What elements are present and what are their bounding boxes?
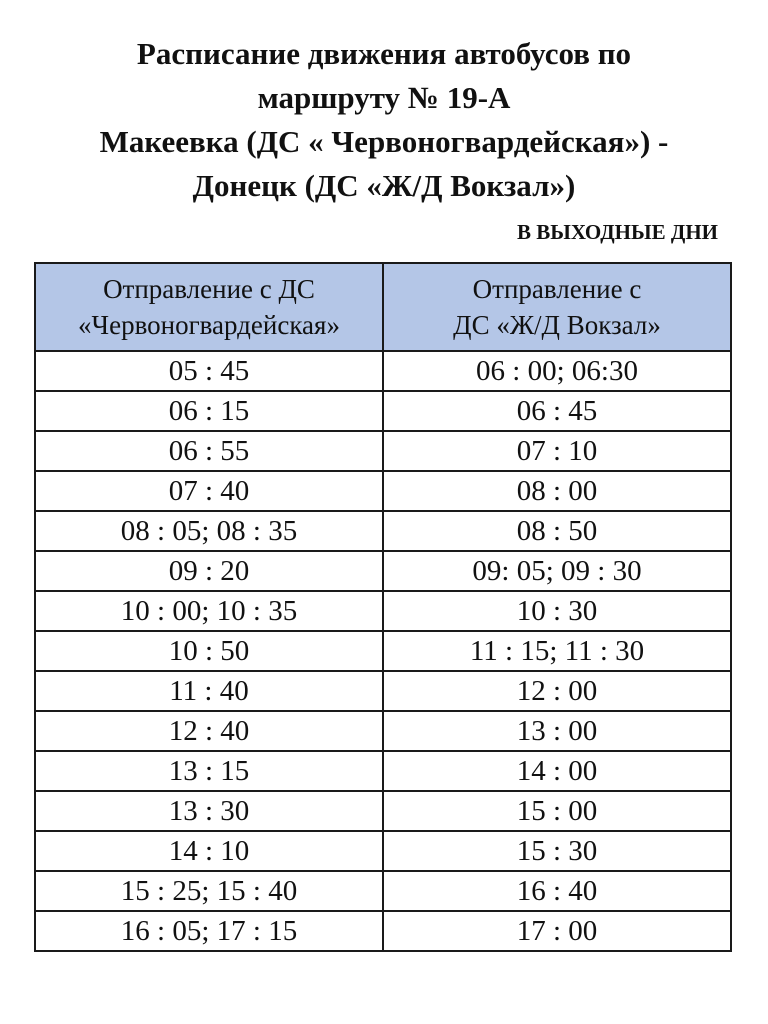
table-row bbox=[35, 591, 731, 631]
column-header-line: Отправление с bbox=[472, 274, 642, 304]
table-row bbox=[35, 911, 731, 951]
table-row bbox=[35, 391, 731, 431]
departure-time-donetsk: 16 : 40 bbox=[383, 871, 731, 911]
column-header-line: Отправление с ДС bbox=[103, 274, 315, 304]
table-row bbox=[35, 431, 731, 471]
table-row bbox=[35, 751, 731, 791]
table-row bbox=[35, 471, 731, 511]
schedule-table-header bbox=[35, 263, 731, 351]
schedule-table-body bbox=[35, 351, 731, 951]
departure-time-donetsk: 15 : 30 bbox=[383, 831, 731, 871]
departure-time-makeevka: 13 : 30 bbox=[35, 791, 383, 831]
departure-time-makeevka: 08 : 05; 08 : 35 bbox=[35, 511, 383, 551]
table-row bbox=[35, 631, 731, 671]
departure-time-donetsk: 11 : 15; 11 : 30 bbox=[383, 631, 731, 671]
column-header-makeevka bbox=[35, 263, 383, 351]
departure-time-donetsk: 08 : 00 bbox=[383, 471, 731, 511]
departure-time-makeevka: 12 : 40 bbox=[35, 711, 383, 751]
schedule-days-label: В ВЫХОДНЫЕ ДНИ bbox=[516, 220, 718, 244]
column-header-donetsk bbox=[383, 263, 731, 351]
departure-time-donetsk: 10 : 30 bbox=[383, 591, 731, 631]
departure-time-makeevka: 13 : 15 bbox=[35, 751, 383, 791]
title-line: Макеевка (ДС « Червоногвардейская») - bbox=[99, 124, 669, 159]
departure-time-donetsk: 13 : 00 bbox=[383, 711, 731, 751]
departure-time-donetsk: 08 : 50 bbox=[383, 511, 731, 551]
departure-time-makeevka: 10 : 50 bbox=[35, 631, 383, 671]
table-row bbox=[35, 871, 731, 911]
title-line: Донецк (ДС «Ж/Д Вокзал») bbox=[192, 168, 576, 203]
title-line: Расписание движения автобусов по bbox=[136, 36, 632, 71]
departure-time-makeevka: 06 : 55 bbox=[35, 431, 383, 471]
departure-time-makeevka: 15 : 25; 15 : 40 bbox=[35, 871, 383, 911]
departure-time-donetsk: 06 : 45 bbox=[383, 391, 731, 431]
departure-time-makeevka: 11 : 40 bbox=[35, 671, 383, 711]
page-title bbox=[0, 32, 768, 208]
departure-time-makeevka: 06 : 15 bbox=[35, 391, 383, 431]
departure-time-donetsk: 17 : 00 bbox=[383, 911, 731, 951]
departure-time-donetsk: 14 : 00 bbox=[383, 751, 731, 791]
departure-time-donetsk: 12 : 00 bbox=[383, 671, 731, 711]
title-line: маршруту № 19-А bbox=[257, 80, 511, 115]
departure-time-makeevka: 16 : 05; 17 : 15 bbox=[35, 911, 383, 951]
departure-time-makeevka: 05 : 45 bbox=[35, 351, 383, 391]
departure-time-donetsk: 06 : 00; 06:30 bbox=[383, 351, 731, 391]
schedule-table bbox=[34, 262, 732, 952]
table-row bbox=[35, 551, 731, 591]
departure-time-makeevka: 09 : 20 bbox=[35, 551, 383, 591]
departure-time-donetsk: 15 : 00 bbox=[383, 791, 731, 831]
table-row bbox=[35, 791, 731, 831]
column-header-line: ДС «Ж/Д Вокзал» bbox=[453, 310, 661, 340]
table-row bbox=[35, 351, 731, 391]
table-row bbox=[35, 831, 731, 871]
table-row bbox=[35, 671, 731, 711]
departure-time-donetsk: 09: 05; 09 : 30 bbox=[383, 551, 731, 591]
table-row bbox=[35, 511, 731, 551]
header-row bbox=[35, 263, 731, 351]
table-row bbox=[35, 711, 731, 751]
departure-time-donetsk: 07 : 10 bbox=[383, 431, 731, 471]
departure-time-makeevka: 14 : 10 bbox=[35, 831, 383, 871]
departure-time-makeevka: 10 : 00; 10 : 35 bbox=[35, 591, 383, 631]
departure-time-makeevka: 07 : 40 bbox=[35, 471, 383, 511]
column-header-line: «Червоногвардейская» bbox=[78, 310, 340, 340]
